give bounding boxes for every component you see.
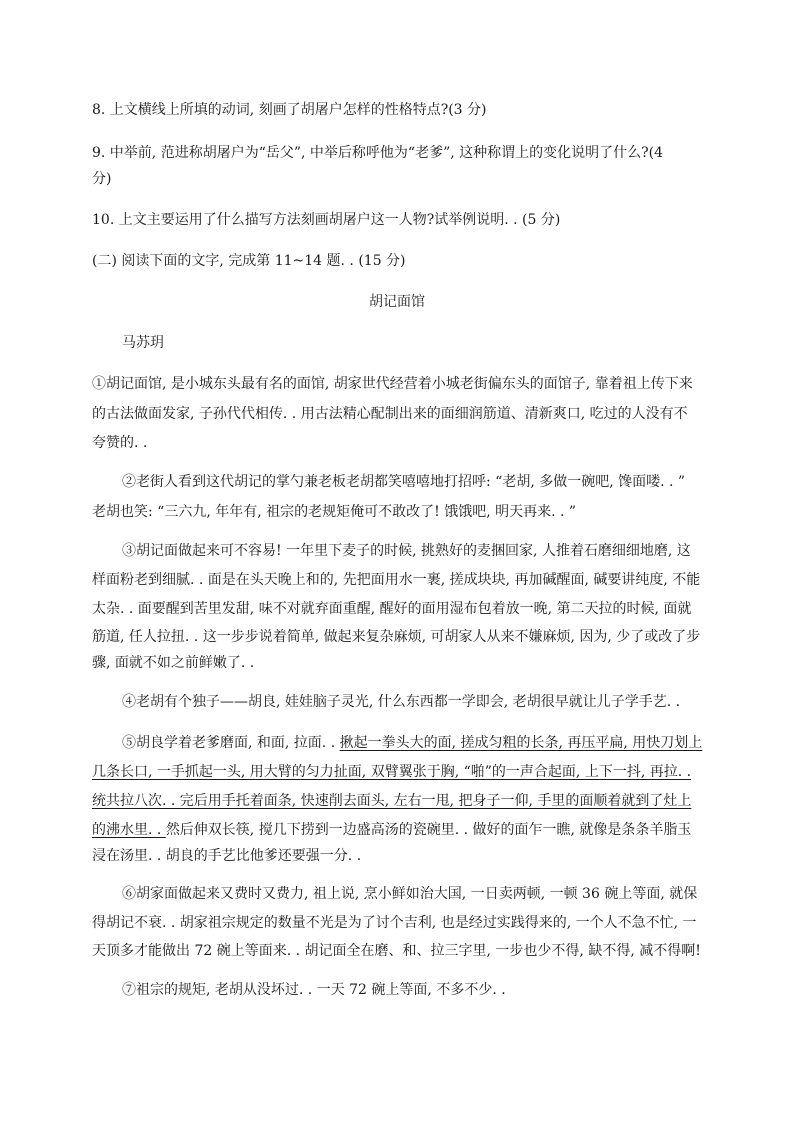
- underlined-excerpt: 的沸水里. .: [92, 822, 166, 838]
- paragraph-2-line: ②老街人看到这代胡记的掌勺兼老板老胡都笑嘻嘻地打招呼: “老胡, 多做一碗吧, 馋面喽. . ”: [122, 474, 686, 490]
- article-author: 马苏玥: [122, 335, 164, 351]
- question-8: 8. 上文横线上所填的动词, 刻画了胡屠户怎样的性格特点?(3 分): [92, 102, 487, 118]
- question-9-line-1: 9. 中举前, 范进称胡屠户为“岳父”, 中举后称呼他为“老爹”, 这种称谓上的变化说明了什么?(4: [92, 145, 664, 161]
- paragraph-2-line: 老胡也笑: “三六九, 年年有, 祖宗的老规矩俺可不敢改了! 饿饿吧, 明天再来. . ”: [92, 504, 577, 520]
- underlined-excerpt: 揪起一拳头大的面, 搓成匀粗的长条, 再压平扁, 用快刀划上: [339, 735, 703, 751]
- paragraph-1-line: 的古法做面发家, 子孙代代相传. . 用古法精心配制出来的面细润筋道、清新爽口, 吃过的人没有不: [92, 406, 688, 422]
- paragraph-5-text: ⑤胡良学着老爹磨面, 和面, 拉面. .: [122, 735, 340, 751]
- question-10: 10. 上文主要运用了什么描写方法刻画胡屠户这一人物?试举例说明. . (5 分): [92, 212, 561, 228]
- paragraph-1-line: ①胡记面馆, 是小城东头最有名的面馆, 胡家世代经营着小城老街偏东头的面馆子, 靠着祖上传下来: [92, 376, 693, 392]
- paragraph-5-line-4: [92, 820, 691, 840]
- paragraph-7: ⑦祖宗的规矩, 老胡从没坏过. . 一天 72 碗上等面, 不多不少. .: [122, 982, 506, 998]
- paragraph-5-line-2: [92, 762, 691, 782]
- question-9-line-2: 分): [92, 171, 112, 187]
- article-title: 胡记面馆: [369, 294, 425, 310]
- paragraph-1-line: 夸赞的. .: [92, 435, 148, 451]
- paragraph-3-line: ③胡记面做起来可不容易! 一年里下麦子的时候, 挑熟好的麦捆回家, 人推着石磨细细地磨, 这: [122, 543, 691, 559]
- paragraph-5-line-3: [92, 791, 691, 811]
- paragraph-5-line-1: [122, 733, 702, 753]
- paragraph-6-line: 得胡记不衰. . 胡家祖宗规定的数量不光是为了讨个吉利, 也是经过实践得来的, 一个人不急不忙, 一: [92, 915, 697, 931]
- paragraph-3-line: 样面粉老到细腻. . 面是在头天晚上和的, 先把面用水一裹, 搓成块块, 再加碱醒面, 碱要讲纯度, 不能: [92, 572, 701, 588]
- paragraph-3-line: 筋道, 任人拉扭. . 这一步步说着简单, 做起来复杂麻烦, 可胡家人从来不嫌麻烦, 因为, 少了或改了步: [92, 629, 701, 645]
- paragraph-3-line: 太杂. . 面要醒到苦里发甜, 味不对就弃面重醒, 醒好的面用湿布包着放一晚, 第二天拉的时候, 面就: [92, 601, 692, 617]
- paragraph-3-line: 骤, 面就不如之前鲜嫩了. .: [92, 655, 255, 671]
- paragraph-4: ④老胡有个独子——胡良, 娃娃脑子灵光, 什么东西都一学即会, 老胡很早就让儿子学手艺. .: [122, 694, 681, 710]
- paragraph-6-line: ⑥胡家面做起来又费时又费力, 祖上说, 烹小鲜如治大国, 一日卖两顿, 一顿 36 碗上等面, 就保: [122, 886, 698, 902]
- underlined-excerpt: 几条长口, 一手抓起一头, 用大臂的匀力扯面, 双臂翼张于胸, “啪”的一声合起面, 上下一抖, 再拉. .: [92, 764, 692, 780]
- section-heading: (二) 阅读下面的文字, 完成第 11~14 题. . (15 分): [92, 253, 406, 269]
- paragraph-5-text: 然后伸双长筷, 搅几下捞到一边盛高汤的瓷碗里. . 做好的面乍一瞧, 就像是条条羊脂玉: [165, 822, 692, 838]
- underlined-excerpt: 统共拉八次. . 完后用手托着面条, 快速削去面头, 左右一甩, 把身子一仰, 手里的面顺着就到了灶上: [92, 793, 692, 809]
- paragraph-6-line: 天顶多才能做出 72 碗上等面来. . 胡记面全在磨、和、拉三字里, 一步也少不得, 缺不得, 减不得啊!: [92, 943, 701, 959]
- paragraph-5-line-5: 浸在汤里. . 胡良的手艺比他爹还要强一分. .: [92, 848, 362, 864]
